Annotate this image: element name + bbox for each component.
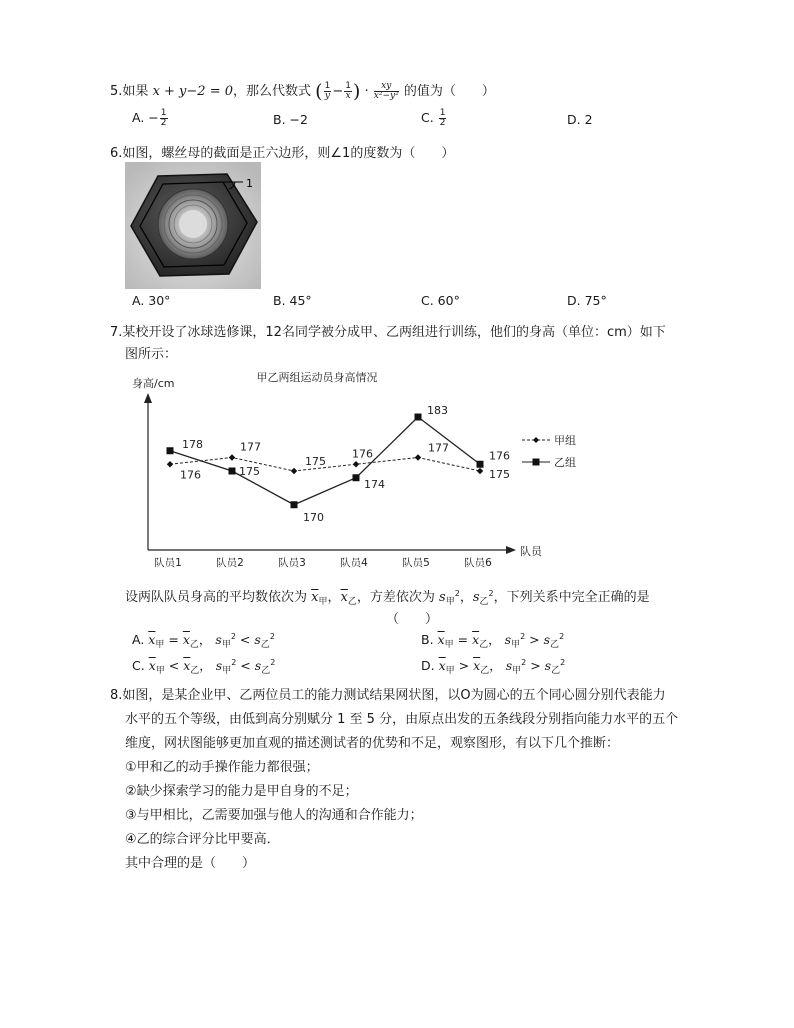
q7-stem-line-2: 图所示： xyxy=(125,347,178,362)
marker-series0-point4 xyxy=(415,454,421,460)
hex-nut-photo xyxy=(125,162,261,289)
q8-inference-1: ①甲和乙的动手操作能力都很强； xyxy=(125,760,319,775)
q6-option-b[interactable]: B. 45° xyxy=(273,293,312,308)
q8-inference-3: ③与甲相比，乙需要加强与他人的沟通和合作能力； xyxy=(125,808,423,823)
q5-stem: 5.如果 x + y−2 = 0，那么代数式 ( $\frac{1}{y}$ − $\frac{1}{x}$ ) · $\frac{xy}{\text{x²−y²}}$ 的值为（ ） xyxy=(110,80,495,103)
data-label-乙组-1: 175 xyxy=(239,465,260,478)
q5-option-c[interactable]: C. $\frac{1}{2}$ xyxy=(421,108,446,128)
x-axis-arrow xyxy=(506,546,516,554)
marker-series1-point3 xyxy=(353,474,360,481)
x-tick-0: 队员1 xyxy=(154,557,182,569)
marker-series1-point4 xyxy=(415,414,422,421)
legend-label-0: 甲组 xyxy=(554,434,576,447)
chart-title: 甲乙两组运动员身高情况 xyxy=(256,371,378,384)
q8-line-1: 8.如图，是某企业甲、乙两位员工的能力测试结果网状图，以O为圆心的五个同心圆分别代表能力 xyxy=(110,688,666,703)
legend-marker-0 xyxy=(533,437,539,443)
data-label-乙组-4: 183 xyxy=(427,404,448,417)
chart-data-labels xyxy=(180,404,510,524)
x-tick-1: 队员2 xyxy=(216,557,244,569)
q7-answer-blank: （ ） xyxy=(386,612,439,627)
q5-option-a[interactable]: A. − $\frac{1}{2}$ xyxy=(132,108,167,128)
marker-series0-point0 xyxy=(167,461,173,467)
q6-stem: 6.如图，螺丝母的截面是正六边形，则∠1的度数为（ ） xyxy=(110,146,455,161)
marker-series1-point1 xyxy=(229,468,236,475)
data-label-甲组-0: 176 xyxy=(180,468,201,482)
legend-label-1: 乙组 xyxy=(554,456,576,469)
q5-option-d[interactable]: D. 2 xyxy=(567,112,593,127)
x-tick-4: 队员5 xyxy=(402,557,430,569)
q7-stem-line-1: 7.某校开设了冰球选修课，12名同学被分成甲、乙两组进行训练，他们的身高（单位：cm）如下 xyxy=(110,325,666,340)
marker-series0-point3 xyxy=(353,461,359,467)
q8-inference-4: ④乙的综合评分比甲要高． xyxy=(125,832,280,847)
q5-fraction-1: $\frac{1}{y}$ xyxy=(324,81,331,101)
y-axis-arrow xyxy=(144,393,152,403)
q7-option-c[interactable]: C. $\overline{x}_甲 < \overline{x}_乙$， $s_甲^2 < s_乙^2$ xyxy=(132,658,276,676)
q6-option-c[interactable]: C. 60° xyxy=(421,293,460,308)
q6-option-d[interactable]: D. 75° xyxy=(567,293,607,308)
q8-line-2: 水平的五个等级，由低到高分别赋分 1 至 5 分，由原点出发的五条线段分别指向能力水平的五个 xyxy=(125,712,679,727)
y-axis-label: 身高/cm xyxy=(132,377,175,390)
q7-option-d[interactable]: D. $\overline{x}_甲 > \overline{x}_乙$， $s_甲^2 > s_乙^2$ xyxy=(421,658,566,676)
q6-option-a[interactable]: A. 30° xyxy=(132,293,171,308)
x-axis-label: 队员 xyxy=(520,545,542,558)
marker-series1-point2 xyxy=(291,501,298,508)
q5-equation: x + y−2 = 0 xyxy=(152,84,233,99)
height-line-chart xyxy=(122,365,576,575)
data-label-甲组-4: 177 xyxy=(428,441,449,455)
data-label-甲组-3: 176 xyxy=(352,447,373,461)
q8-inference-2: ②缺少探索学习的能力是甲自身的不足； xyxy=(125,784,358,799)
q7-option-b[interactable]: B. $\overline{x}_甲 = \overline{x}_乙$， $s_甲^2 > s_乙^2$ xyxy=(421,632,565,650)
angle-label: 1 xyxy=(246,177,253,190)
legend-marker-1 xyxy=(533,459,540,466)
marker-series1-point5 xyxy=(477,461,484,468)
q8-line-3: 维度，网状图能够更加直观的描述测试者的优势和不足，观察图形，有以下几个推断： xyxy=(125,736,620,751)
marker-series0-point5 xyxy=(477,468,483,474)
q5-fraction-3: $\frac{xy}{\text{x²−y²}}$ xyxy=(373,81,399,101)
data-label-乙组-3: 174 xyxy=(364,477,385,491)
chart-legend xyxy=(522,434,576,469)
marker-series0-point1 xyxy=(229,454,235,460)
chart-x-tick-labels xyxy=(154,556,492,569)
q7-question: 设两队队员身高的平均数依次为 $\overline{x}_甲$，$\overline{x}_乙$，方差依次为 $s_甲^2$，$s_乙^2$，下列关系中完全正确的是 xyxy=(125,589,650,607)
q7-option-a[interactable]: A. $\overline{x}_甲 = \overline{x}_乙$， $s_甲^2 < s_乙^2$ xyxy=(132,632,275,650)
data-label-乙组-0: 178 xyxy=(182,437,203,451)
data-label-甲组-2: 175 xyxy=(305,455,326,468)
data-label-甲组-5: 175 xyxy=(489,468,510,481)
marker-series1-point0 xyxy=(167,447,174,454)
x-tick-5: 队员6 xyxy=(464,557,492,569)
q8-question: 其中合理的是（ ） xyxy=(125,856,256,871)
data-label-乙组-2: 170 xyxy=(303,510,324,524)
q5-fraction-2: $\frac{1}{x}$ xyxy=(345,81,351,101)
data-label-乙组-5: 176 xyxy=(489,449,510,463)
q5-option-b[interactable]: B. −2 xyxy=(273,112,308,127)
x-tick-2: 队员3 xyxy=(278,557,306,569)
x-tick-3: 队员4 xyxy=(340,557,368,569)
data-label-甲组-1: 177 xyxy=(240,440,261,454)
marker-series0-point2 xyxy=(291,468,297,474)
